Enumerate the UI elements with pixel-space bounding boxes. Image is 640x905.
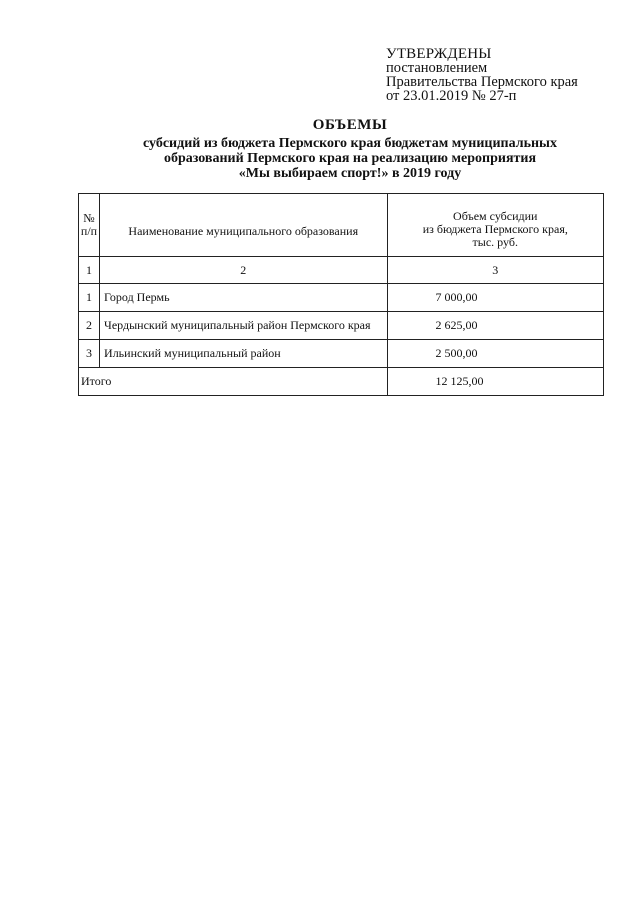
header-amount-line-2: из бюджета Пермского края, [422,221,568,236]
subtitle-line-3: «Мы выбираем спорт!» в 2019 году [238,166,462,181]
approval-heading: УТВЕРЖДЕНЫ [386,46,492,62]
total-label: Итого [79,368,388,396]
column-index-row [79,257,604,284]
row-amount: 2 625,00 [387,312,603,340]
row-number: 3 [79,340,100,368]
header-amount [387,194,603,257]
table-row [79,284,604,312]
row-name: Город Пермь [100,284,388,312]
approval-line-3: от 23.01.2019 № 27-п [386,88,517,104]
table-header-row [79,194,604,257]
header-number-line-1: № [83,211,95,225]
row-name: Чердынский муниципальный район Пермского края [100,312,388,340]
row-amount: 7 000,00 [387,284,603,312]
column-index: 1 [79,257,100,284]
row-name: Ильинский муниципальный район [100,340,388,368]
total-amount: 12 125,00 [387,368,603,396]
approval-line-1: постановлением [386,60,488,76]
header-amount-line-1: Объем субсидии [453,208,538,223]
row-amount: 2 500,00 [387,340,603,368]
subsidy-table [78,193,604,396]
column-index: 2 [100,257,388,284]
header-name: Наименование муниципального образования [100,194,388,257]
table-row [79,340,604,368]
header-amount-line-3: тыс. руб. [472,234,518,249]
row-number: 2 [79,312,100,340]
total-row [79,368,604,396]
row-number: 1 [79,284,100,312]
approval-stamp [386,47,578,103]
subtitle-line-1: субсидий из бюджета Пермского края бюджетам муниципальных [143,136,557,151]
column-index: 3 [387,257,603,284]
approval-line-2: Правительства Пермского края [386,74,578,90]
header-number-line-2: п/п [80,224,98,238]
document-subtitle [90,136,610,181]
header-number [79,194,100,257]
document-title: ОБЪЕМЫ [312,117,388,133]
table-row [79,312,604,340]
subtitle-line-2: образований Пермского края на реализацию мероприятия [163,151,537,166]
